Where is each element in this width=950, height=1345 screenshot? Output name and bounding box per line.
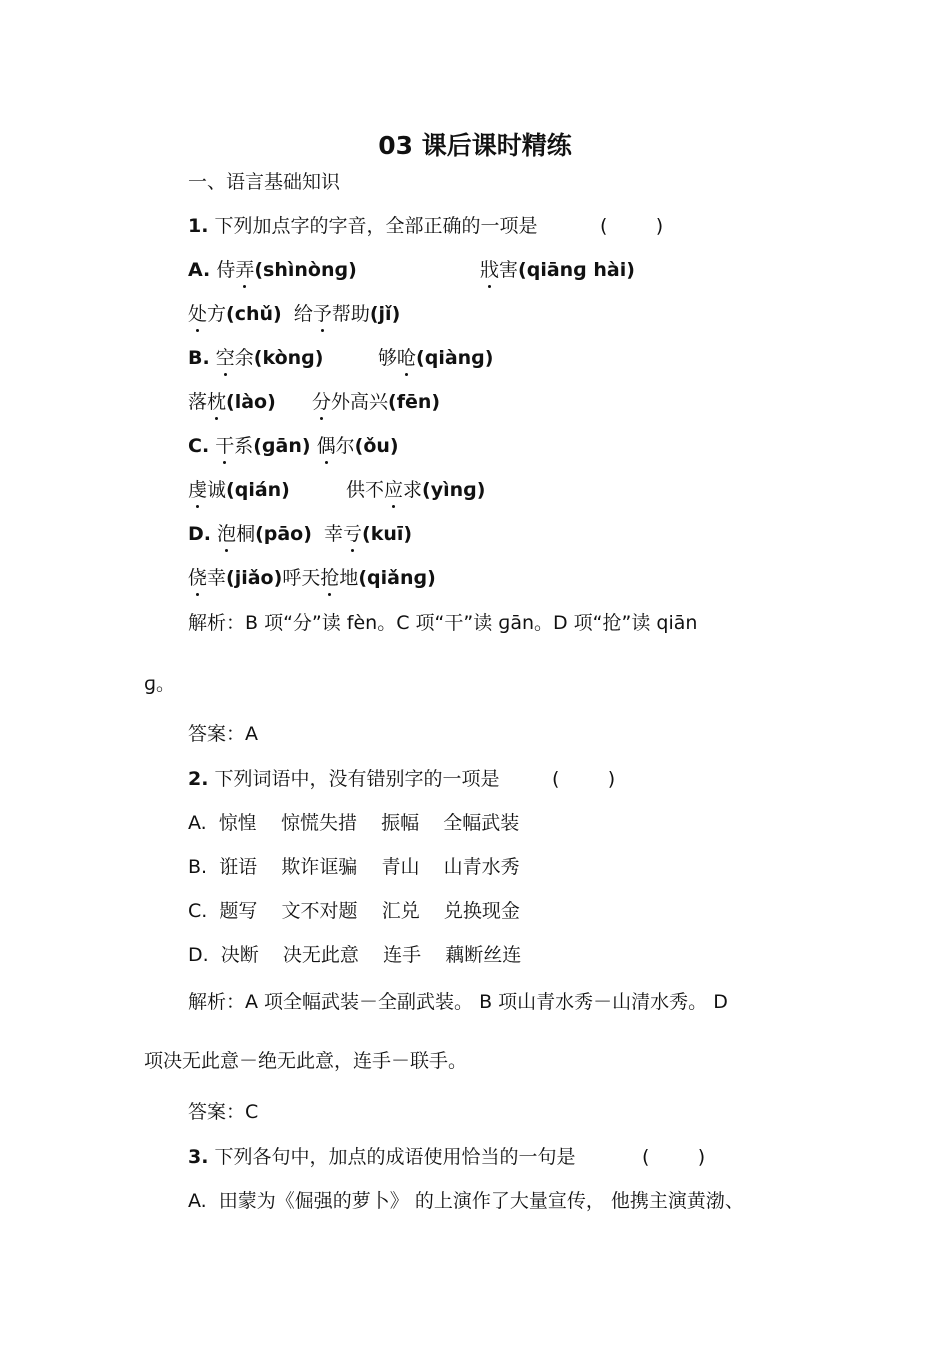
pinyin: (ǒu) [354,435,399,457]
q3-option-a: A. 田蒙为《倔强的萝卜》 的上演作了大量宣传， 他携主演黄渤、 [188,1190,744,1212]
dotted-char: 空 [215,347,235,369]
question-1-stem [188,214,664,238]
q1-option-a-line2 [188,302,400,326]
q1-option-c-line2 [188,478,486,502]
dotted-char: 弄 [235,259,255,281]
pinyin: (qiànɡ) [416,347,494,369]
word-char: 外高兴 [331,391,389,413]
dotted-char: 泡 [217,523,237,545]
option-label: A. [188,259,211,281]
option-label: C. [188,435,210,457]
dotted-char: 侥 [188,567,208,589]
q1-option-c-line1 [188,434,399,458]
word-char: 帮助 [331,303,370,325]
q1-analysis-continued: ɡ。 [144,673,176,695]
dotted-char: 虔 [188,479,208,501]
q2-option-a: A. 惊惶 惊慌失措 振幅 全幅武装 [188,812,520,834]
word-char: 幸 [207,567,227,589]
dotted-char: 应 [384,479,404,501]
q1-option-b-line2 [188,390,441,414]
pinyin: (lào) [226,391,276,413]
dotted-char: 干 [215,435,235,457]
answer-paren: ( ) [642,1146,706,1168]
q2-option-d: D. 决断 决无此意 连手 藕断丝连 [188,944,522,966]
option-label: D. [188,523,211,545]
section-heading: 一、语言基础知识 [188,171,341,193]
pinyin: (ɡān) [253,435,311,457]
q1-option-d-line2 [188,566,436,590]
word-char: 尔 [335,435,355,457]
dotted-char: 抢 [320,567,340,589]
dotted-char: 偶 [316,435,336,457]
dotted-char: 予 [312,303,332,325]
q1-analysis: 解析：B 项“分”读 fèn。C 项“干”读 ɡān。D 项“抢”读 qiān [188,612,698,634]
dotted-char: 枕 [207,391,227,413]
dotted-char: 处 [188,303,208,325]
page-title: 03 课后课时精练 [378,131,572,160]
pinyin: (qiǎnɡ) [358,567,436,589]
word-char: 地 [339,567,359,589]
question-3-stem [188,1145,706,1169]
question-number: 2. [188,768,209,790]
word-char: 侍 [216,259,236,281]
question-text: 下列词语中，没有错别字的一项是 [214,768,500,790]
q2-answer: 答案：C [188,1101,259,1123]
word-char: 供不 [346,479,385,501]
q2-option-b: B. 诳语 欺诈诓骗 青山 山青水秀 [188,856,520,878]
pinyin: (qiānɡ hài) [518,259,635,281]
pinyin: (jiǎo) [226,567,283,589]
q1-answer: 答案：A [188,723,258,745]
option-label: B. [188,347,210,369]
word-char: 呼天 [282,567,321,589]
word-char: 求 [403,479,423,501]
word-char: 幸 [324,523,344,545]
q2-option-c: C. 题写 文不对题 汇兑 兑换现金 [188,900,520,922]
dotted-char: 戕 [480,259,500,281]
pinyin: (kònɡ) [253,347,324,369]
word-char: 给 [293,303,313,325]
question-number: 3. [188,1146,209,1168]
dotted-char: 呛 [397,347,417,369]
pinyin: (kuī) [362,523,413,545]
q1-option-b-line1 [188,346,494,370]
dotted-char: 亏 [343,523,363,545]
word-char: 害 [499,259,519,281]
pinyin: (jǐ) [369,303,401,325]
word-char: 诚 [207,479,227,501]
word-char: 够 [378,347,398,369]
word-char: 落 [188,391,208,413]
pinyin: (shìnònɡ) [254,259,357,281]
pinyin: (yìnɡ) [422,479,486,501]
pinyin: (fēn) [388,391,441,413]
question-2-stem [188,767,616,791]
pinyin: (pāo) [255,523,312,545]
question-number: 1. [188,215,209,237]
word-char: 桐 [236,523,256,545]
q2-analysis: 解析：A 项全幅武装－全副武装。 B 项山青水秀－山清水秀。 D [188,991,728,1013]
word-char: 余 [234,347,254,369]
word-char: 系 [234,435,254,457]
pinyin: (qián) [226,479,290,501]
word-char: 方 [207,303,227,325]
question-text: 下列加点字的字音，全部正确的一项是 [214,215,538,237]
pinyin: (chǔ) [226,303,282,325]
q1-option-d-line1 [188,522,412,546]
q1-option-a-line1 [188,258,635,282]
dotted-char: 分 [312,391,332,413]
answer-paren: ( ) [552,768,616,790]
answer-paren: ( ) [600,215,664,237]
q2-analysis-continued: 项决无此意－绝无此意，连手－联手。 [144,1050,468,1072]
question-text: 下列各句中，加点的成语使用恰当的一句是 [214,1146,576,1168]
